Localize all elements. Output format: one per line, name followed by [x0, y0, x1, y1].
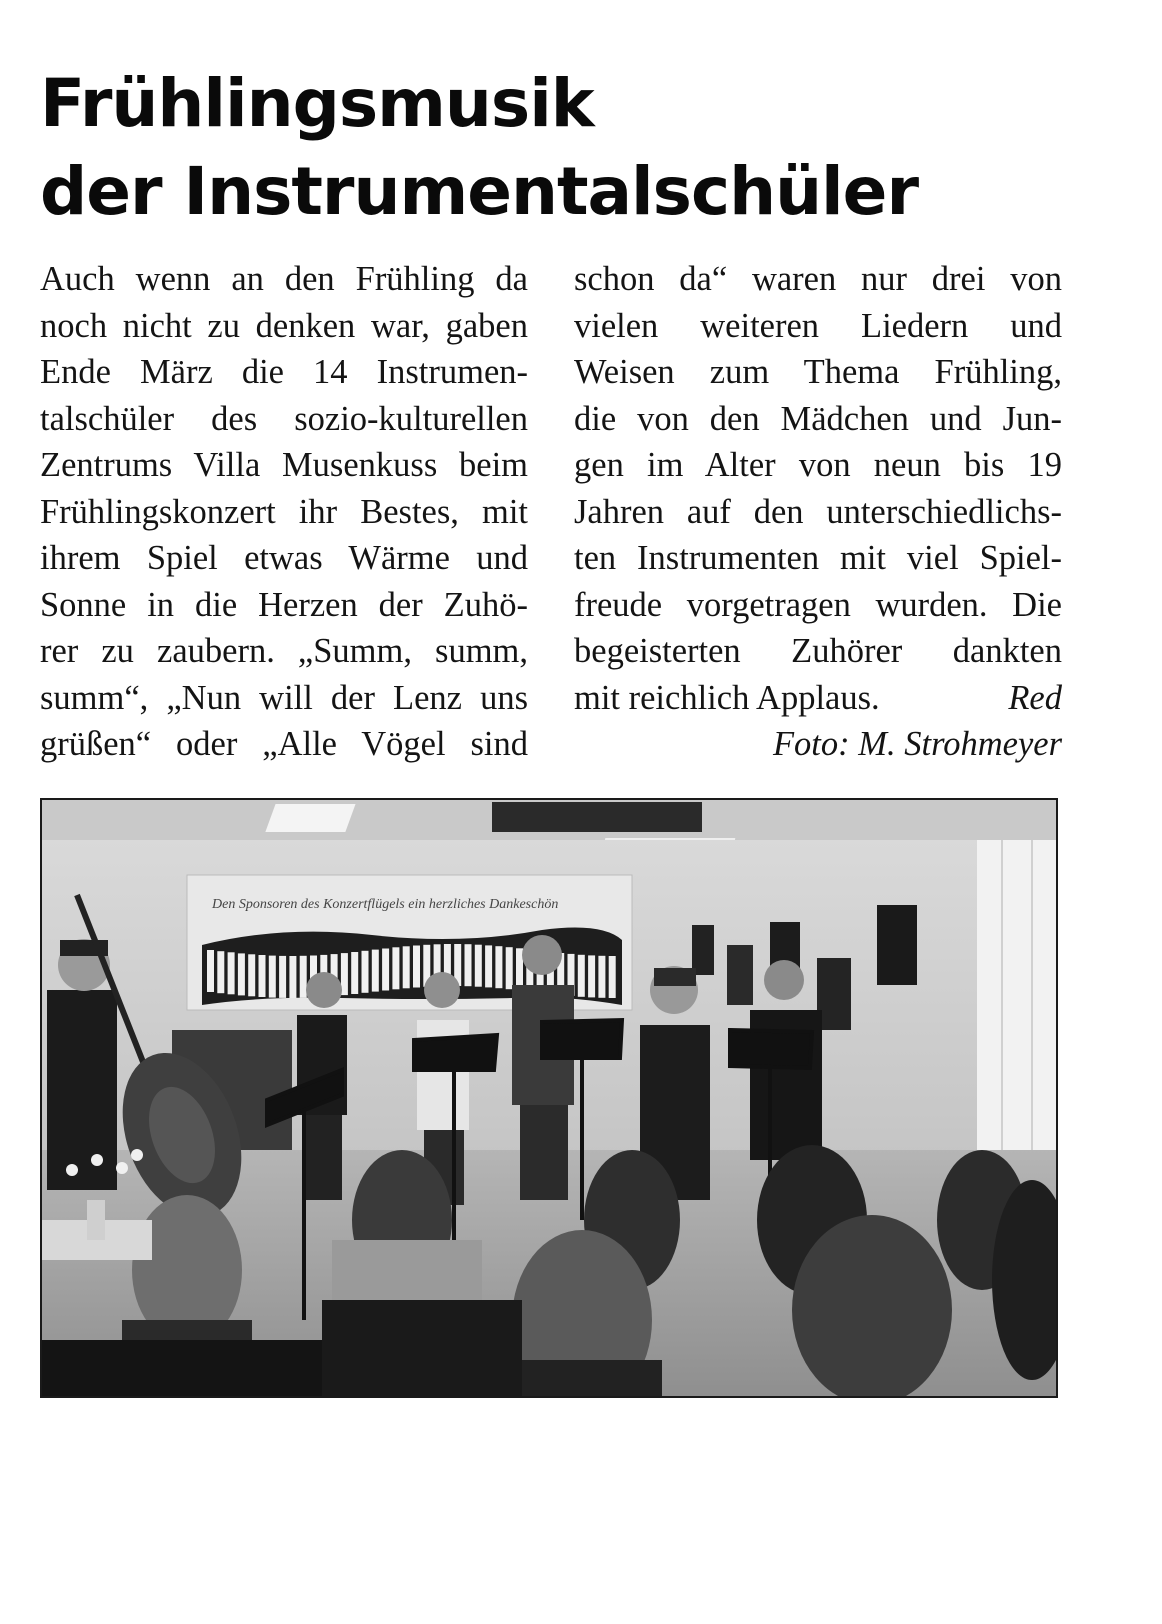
piano-key [516, 948, 523, 990]
piano-key [485, 945, 492, 987]
concert-photo-illustration [42, 800, 1056, 1396]
piano-key [289, 956, 296, 998]
text-line: die von den Mädchen und Jun- [574, 399, 1062, 438]
headline-line-2: der Instrumentalschüler [40, 153, 918, 230]
piano-key [300, 956, 307, 998]
piano-key [382, 949, 389, 991]
piano-key [207, 950, 214, 992]
piano-key [475, 945, 482, 987]
piano-key [279, 956, 286, 998]
portrait-frame [817, 958, 851, 1030]
window [977, 840, 1056, 1170]
closing-line [574, 675, 1062, 722]
text-line: Weisen zum Thema Frühling, [574, 353, 1062, 391]
ceiling-vent [492, 802, 702, 832]
piano-key [588, 955, 595, 997]
text-line: schon da“ waren nur drei von [574, 260, 1062, 298]
text-line: gen im Alter von neun bis 19 [574, 446, 1062, 484]
text-line: Ende März die 14 Instrumen- [40, 353, 528, 391]
piano-key [372, 950, 379, 992]
concert-photo [40, 798, 1058, 1398]
text-line: freude vorgetragen wurden. Die [574, 585, 1062, 624]
banner-text: Den Sponsoren des Konzertflügels ein herzliches Dankeschön [212, 897, 559, 912]
portrait-frame [877, 905, 917, 985]
text-line: noch nicht zu denken war, gaben [40, 306, 528, 345]
text-line: grüßen“ oder „Alle Vögel sind [40, 725, 528, 763]
text-line: Jahren auf den unterschiedlichs- [574, 492, 1062, 531]
text-line: vielen weiteren Liedern und [574, 306, 1062, 345]
piano-key [238, 953, 245, 995]
portrait-frame [692, 925, 714, 975]
piano-key [465, 944, 472, 986]
piano-key [362, 951, 369, 993]
text-line: Sonne in die Herzen der Zuhö- [40, 585, 528, 624]
piano-key [403, 946, 410, 988]
ceiling-light [265, 804, 355, 832]
piano-key [578, 955, 585, 997]
photo-credit: Foto: M. Strohmeyer [772, 725, 1062, 763]
article-column-right [574, 256, 1062, 768]
text-line: rer zu zaubern. „Summ, summ, [40, 632, 528, 670]
piano-key [506, 947, 513, 989]
piano-key [495, 946, 502, 988]
piano-key [609, 956, 616, 998]
piano-key [269, 956, 276, 998]
closing-text: mit reichlich Applaus. [574, 678, 880, 717]
text-line: Auch wenn an den Frühling da [40, 260, 528, 298]
piano-key [598, 956, 605, 998]
piano-key [248, 954, 255, 996]
piano-key [217, 951, 224, 993]
author-signature: Red [1008, 678, 1062, 717]
text-line: Zentrums Villa Musenkuss beim [40, 446, 528, 484]
portrait-frame [727, 945, 753, 1005]
piano-key [259, 955, 266, 997]
piano-key [228, 952, 235, 994]
text-line: Frühlingskonzert ihr Bestes, mit [40, 492, 528, 531]
article-column-left [40, 256, 528, 768]
headline-line-1: Frühlingsmusik [40, 65, 594, 142]
text-line: summ“, „Nun will der Lenz uns [40, 678, 528, 717]
piano-key [413, 946, 420, 988]
piano-key [351, 952, 358, 994]
article-headline [40, 60, 1120, 236]
text-line: begeisterten Zuhörer dankten [574, 632, 1062, 670]
text-line: talschüler des sozio-kulturellen [40, 399, 528, 438]
text-line: ten Instrumenten mit viel Spiel- [574, 539, 1062, 577]
text-line: ihrem Spiel etwas Wärme und [40, 539, 528, 577]
piano-key [392, 947, 399, 989]
